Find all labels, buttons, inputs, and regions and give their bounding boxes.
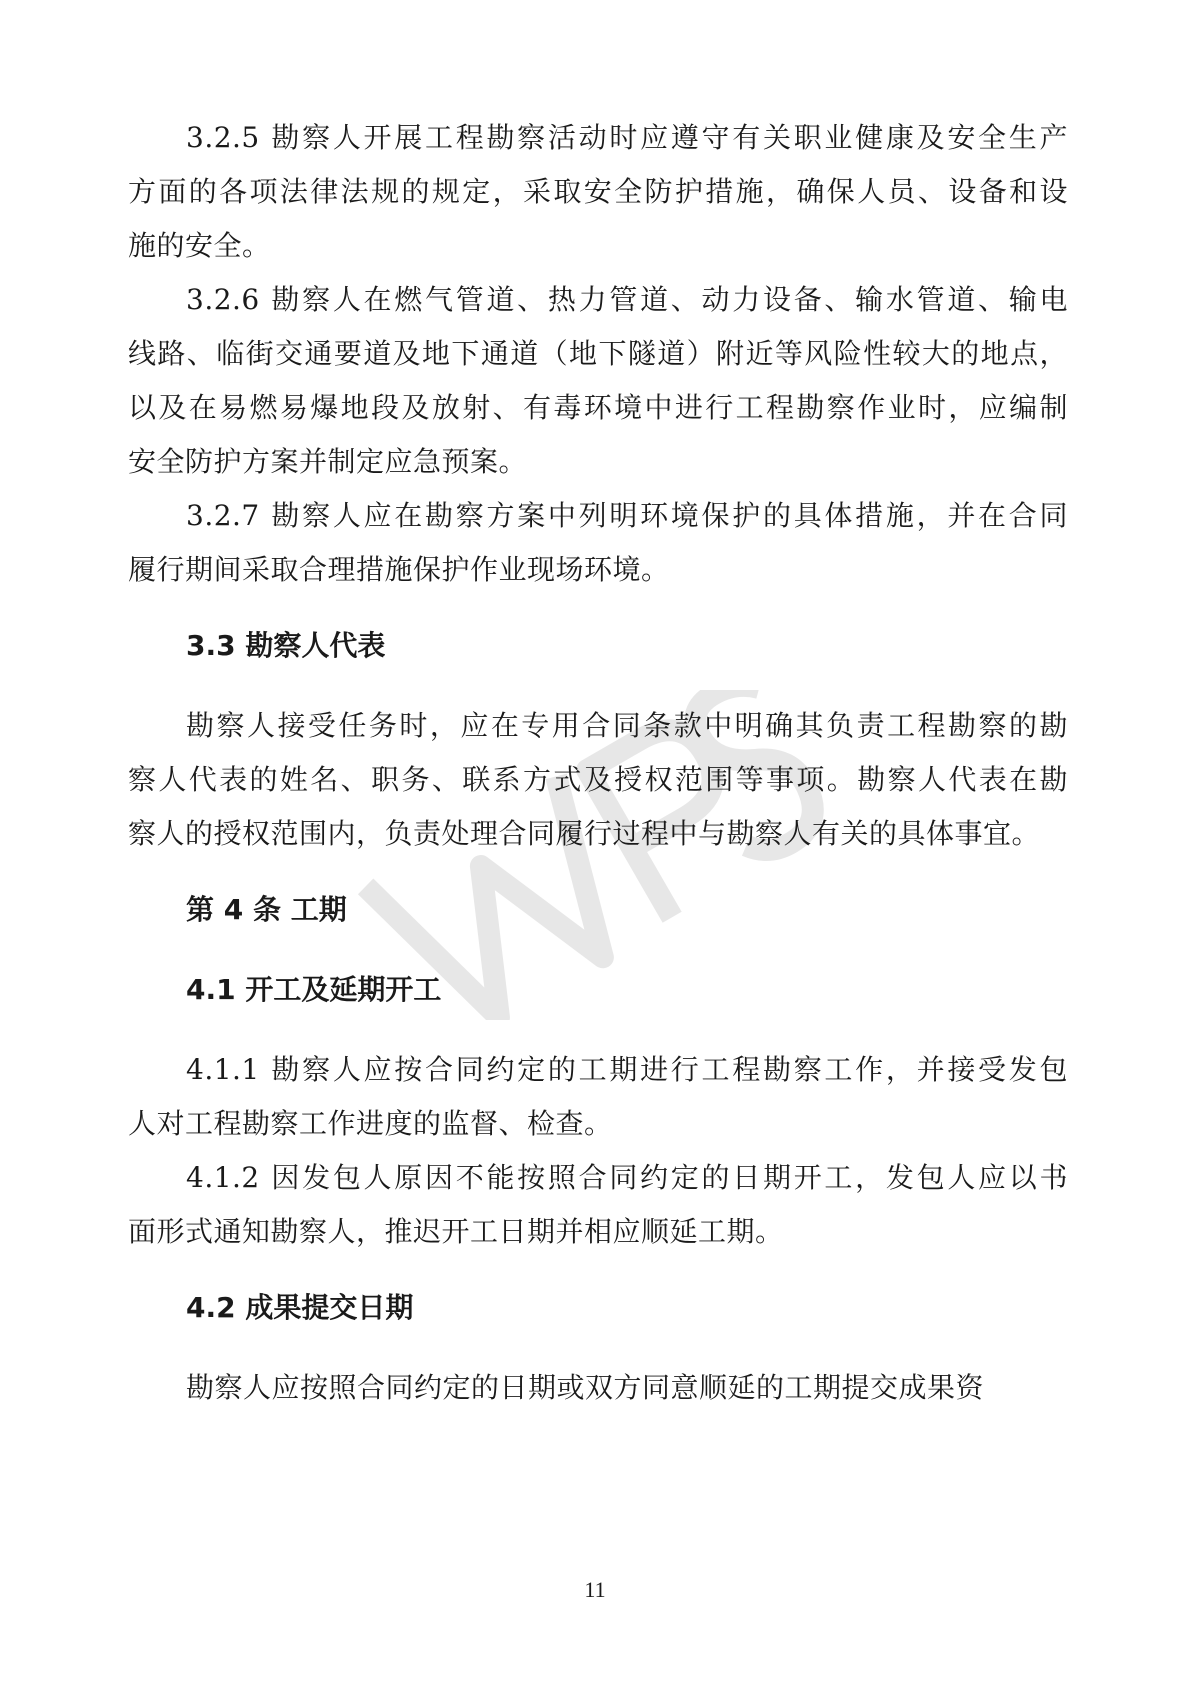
section-heading: 3.3 勘察人代表 (186, 629, 386, 662)
section-heading: 4.2 成果提交日期 (186, 1291, 414, 1324)
text-line: 察人代表的姓名、职务、联系方式及授权范围等事项。勘察人代表在勘 (128, 763, 1068, 796)
text-line: 面形式通知勘察人，推迟开工日期并相应顺延工期。 (128, 1215, 784, 1248)
text-line: 以及在易燃易爆地段及放射、有毒环境中进行工程勘察作业时，应编制 (128, 391, 1068, 424)
text-line: 履行期间采取合理措施保护作业现场环境。 (128, 553, 670, 586)
text-line: 勘察人应按照合同约定的日期或双方同意顺延的工期提交成果资 (186, 1371, 985, 1404)
text-line: 察人的授权范围内，负责处理合同履行过程中与勘察人有关的具体事宜。 (128, 817, 1041, 850)
text-line: 方面的各项法律法规的规定，采取安全防护措施，确保人员、设备和设 (128, 175, 1068, 208)
text-line: 人对工程勘察工作进度的监督、检查。 (128, 1107, 613, 1140)
text-line: 4.1.1 勘察人应按合同约定的工期进行工程勘察工作，并接受发包 (186, 1053, 1068, 1086)
page-number: 11 (584, 1577, 606, 1602)
text-line: 3.2.7 勘察人应在勘察方案中列明环境保护的具体措施，并在合同 (186, 499, 1068, 532)
text-line: 勘察人接受任务时，应在专用合同条款中明确其负责工程勘察的勘 (186, 709, 1068, 742)
article-heading: 第 4 条 工期 (186, 893, 347, 926)
text-line: 线路、临街交通要道及地下通道（地下隧道）附近等风险性较大的地点， (128, 337, 1068, 370)
text-line: 3.2.6 勘察人在燃气管道、热力管道、动力设备、输水管道、输电 (186, 283, 1068, 316)
text-line: 安全防护方案并制定应急预案。 (128, 445, 528, 478)
section-heading: 4.1 开工及延期开工 (186, 973, 442, 1006)
text-line: 4.1.2 因发包人原因不能按照合同约定的日期开工，发包人应以书 (186, 1161, 1068, 1194)
text-line: 3.2.5 勘察人开展工程勘察活动时应遵守有关职业健康及安全生产 (186, 121, 1068, 154)
text-line: 施的安全。 (128, 229, 271, 262)
